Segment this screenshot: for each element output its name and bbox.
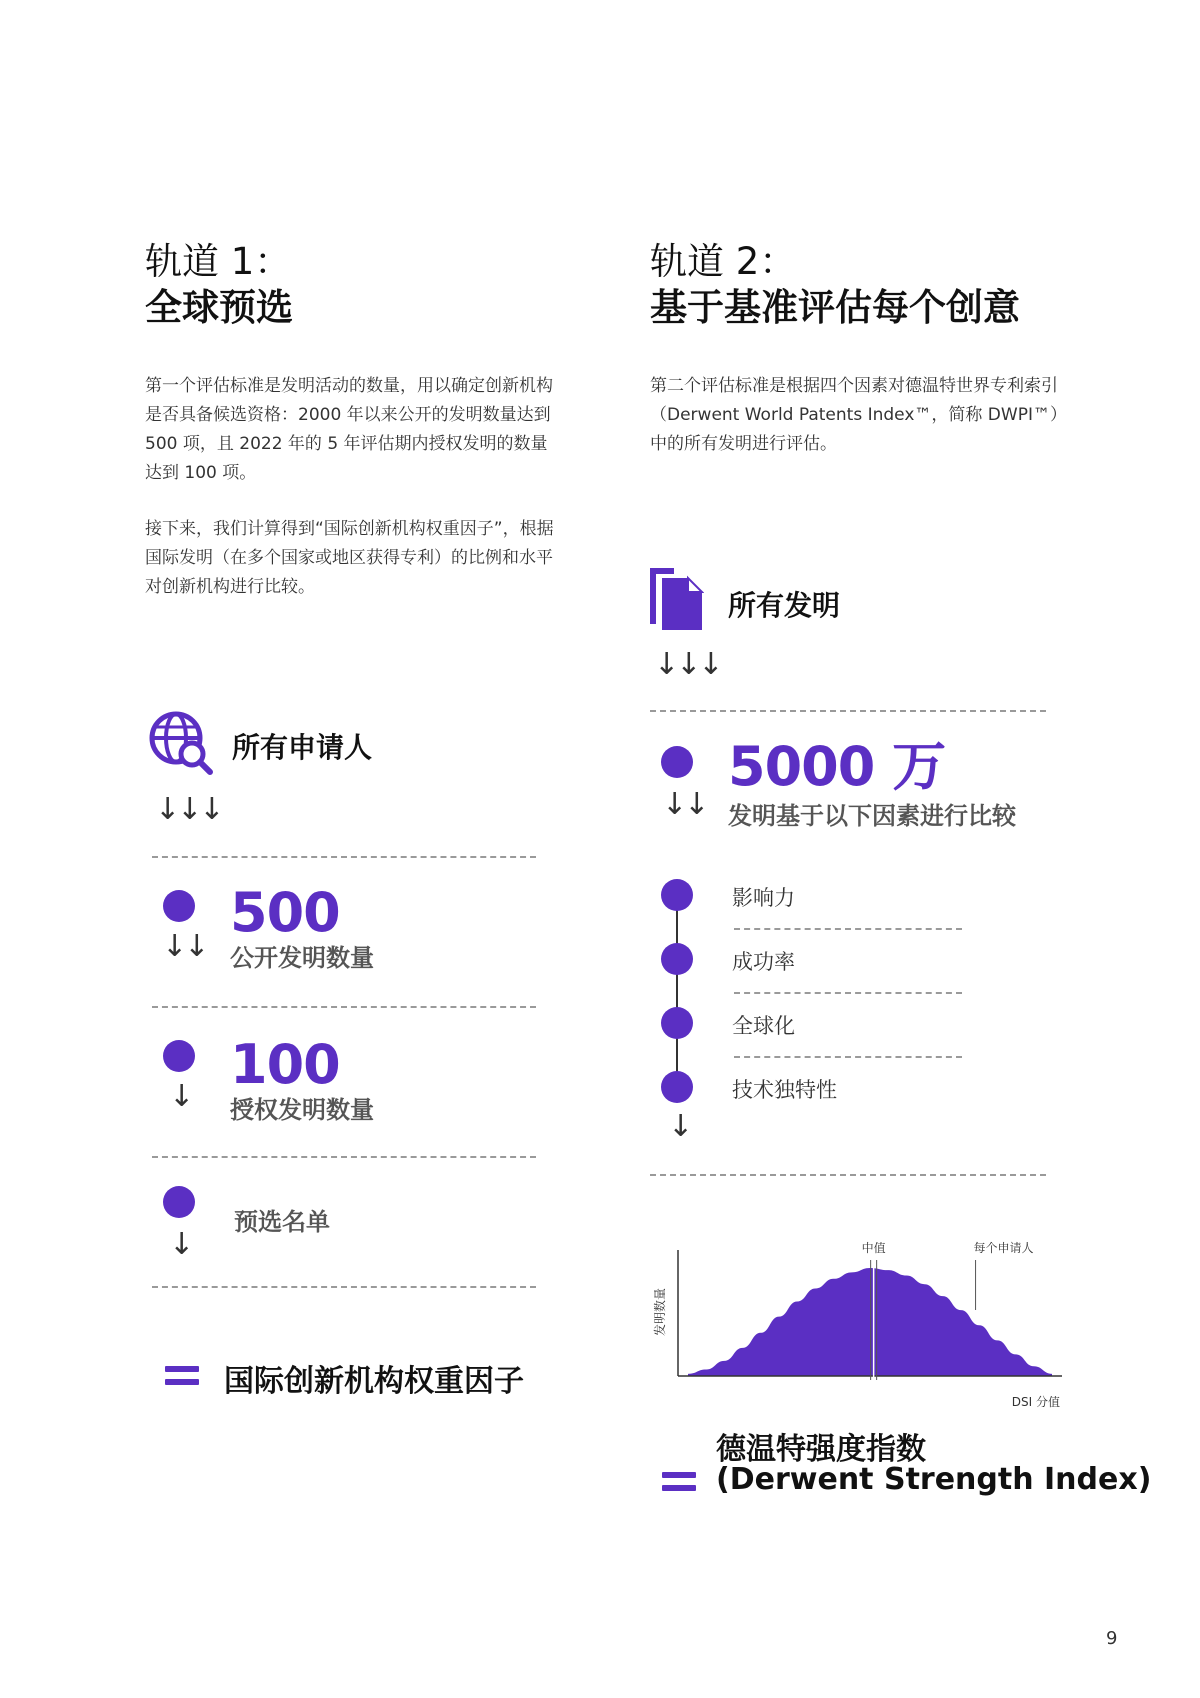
track2-result-line2: (Derwent Strength Index): [716, 1462, 1152, 1497]
median-label: 中值: [861, 1241, 886, 1255]
track2-stage-label: 所有发明: [728, 589, 841, 622]
dsi-distribution-chart: [640, 1230, 1080, 1410]
track2-heading: 轨道 2：: [650, 240, 797, 283]
step3-label: 预选名单: [234, 1208, 330, 1236]
divider: [650, 1174, 1046, 1176]
factor-dot: [661, 1007, 693, 1039]
timeline-line: [676, 895, 678, 1091]
track2-subheading: 基于基准评估每个创意: [650, 286, 1020, 329]
factor-impact: 影响力: [732, 886, 795, 910]
globe-search-icon: [148, 710, 214, 776]
distribution-area: [688, 1268, 1052, 1376]
document-icon: [650, 568, 704, 630]
step-dot: [163, 1040, 195, 1072]
track2-result-line1: 德温特强度指数: [716, 1432, 926, 1467]
step1-label: 公开发明数量: [230, 944, 374, 972]
factor-dot: [661, 1071, 693, 1103]
big-value: 5000 万: [728, 735, 946, 798]
factor-globalization: 全球化: [732, 1014, 795, 1038]
divider: [734, 928, 962, 930]
x-axis-label: DSI 分值: [1011, 1395, 1060, 1409]
track1-stage-label: 所有申请人: [232, 731, 373, 764]
divider: [152, 1286, 536, 1288]
step2-value: 100: [230, 1033, 340, 1096]
big-label: 发明基于以下因素进行比较: [728, 802, 1016, 830]
equals-icon: [662, 1472, 696, 1498]
track1-heading: 轨道 1：: [145, 240, 292, 283]
step1-value: 500: [230, 881, 340, 944]
track1-paragraph-1: 第一个评估标准是发明活动的数量，用以确定创新机构是否具备候选资格：2000 年以来公开的发明数量达到 500 项，且 2022 年的 5 年评估期内授权发明的数量达到 100 项。: [145, 376, 553, 483]
step2-arrows: ↓: [169, 1079, 192, 1114]
divider: [734, 992, 962, 994]
divider: [152, 1006, 536, 1008]
applicant-label: 每个申请人: [973, 1241, 1034, 1255]
step2-label: 授权发明数量: [230, 1096, 374, 1124]
track1-arrows-top: ↓↓↓: [155, 792, 222, 827]
factor-dot: [661, 879, 693, 911]
step1-arrows: ↓↓: [162, 929, 207, 964]
step-dot: [661, 746, 693, 778]
equals-icon: [165, 1366, 199, 1392]
y-axis-label: 发明数量: [653, 1287, 667, 1337]
page-number: 9: [1106, 1628, 1118, 1649]
divider: [152, 1156, 536, 1158]
divider: [734, 1056, 962, 1058]
step-dot: [163, 890, 195, 922]
step3-arrows: ↓: [169, 1227, 192, 1262]
big-arrows: ↓↓: [662, 787, 707, 822]
divider: [152, 856, 536, 858]
step-dot: [163, 1186, 195, 1218]
factor-dot: [661, 943, 693, 975]
track2-arrow-bottom: ↓: [668, 1109, 691, 1144]
track2-paragraph: 第二个评估标准是根据四个因素对德温特世界专利索引（Derwent World Patents Index™，简称 DWPI™）中的所有发明进行评估。: [650, 376, 1067, 454]
track2-arrows-top: ↓↓↓: [654, 647, 721, 682]
factor-uniqueness: 技术独特性: [732, 1078, 837, 1102]
factor-success: 成功率: [732, 950, 795, 974]
divider: [650, 710, 1046, 712]
track1-result: 国际创新机构权重因子: [224, 1364, 524, 1399]
track1-paragraph-2: 接下来，我们计算得到“国际创新机构权重因子”，根据国际发明（在多个国家或地区获得专利）的比例和水平对创新机构进行比较。: [145, 519, 554, 597]
track1-subheading: 全球预选: [145, 286, 293, 329]
